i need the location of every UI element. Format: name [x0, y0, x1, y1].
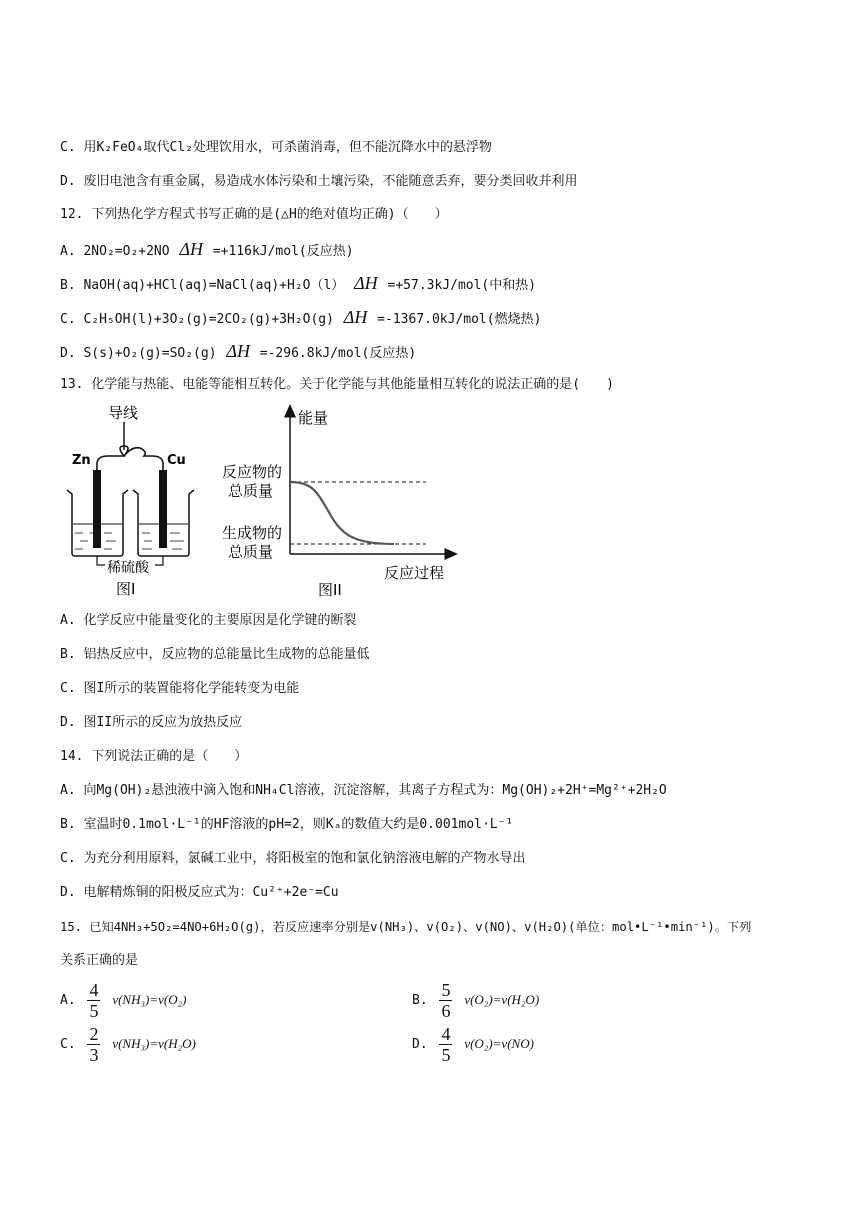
delta-h-symbol: ΔH — [179, 239, 203, 259]
equation: D. S(s)+O₂(g)=SO₂(g) — [60, 346, 217, 361]
q12-option-d — [60, 342, 416, 363]
q13-option-d: D. 图II所示的反应为放热反应 — [60, 715, 243, 730]
enthalpy-value: =+116kJ/mol(反应热) — [212, 244, 354, 259]
figure-2-caption: 图II — [318, 581, 342, 599]
copper-electrode-label: Cu — [167, 453, 186, 468]
q14-option-c: C. 为充分利用原料，氯碱工业中，将阳极室的饱和氯化钠溶液电解的产物水导出 — [60, 851, 526, 866]
figure-1-galvanic-cell — [60, 398, 220, 608]
energy-curve — [290, 482, 394, 544]
zinc-electrode — [93, 470, 101, 548]
denominator: 3 — [89, 1045, 99, 1065]
rate-expression: v(O₂)=v(NO) — [464, 1036, 534, 1051]
equation: C. C₂H₅OH(l)+3O₂(g)=2CO₂(g)+3H₂O(g) — [60, 312, 334, 327]
q14-option-a: A. 向Mg(OH)₂悬浊液中滴入饱和NH₄Cl溶液，沉淀溶解，其离子方程式为：Mg(OH)₂+2H⁺=Mg²⁺+2H₂O — [60, 783, 667, 798]
q12-option-c — [60, 308, 541, 329]
q15-stem: 15. 已知4NH₃+5O₂=4NO+6H₂O(g)，若反应速率分别是v(NH₃)、v(O₂)、v(NO)、v(H₂O)(单位：mol•L⁻¹•min⁻¹)。下列 — [60, 920, 752, 934]
fraction — [87, 1024, 100, 1065]
reactant-label: 总质量 — [228, 482, 274, 500]
rate-expression: v(O₂)=v(H₂O) — [464, 992, 540, 1007]
fraction — [439, 980, 452, 1021]
solution-label: 稀硫酸 — [107, 560, 149, 576]
q13-option-b: B. 铝热反应中，反应物的总能量比生成物的总能量低 — [60, 647, 370, 662]
option-letter: A. — [60, 993, 76, 1008]
numerator: 2 — [89, 1024, 99, 1044]
rate-expression: v(NH₃)=v(H₂O) — [112, 1036, 196, 1051]
figure-2-energy-diagram — [218, 398, 458, 604]
denominator: 6 — [441, 1001, 451, 1021]
reactant-label: 反应物的 — [222, 463, 283, 481]
enthalpy-value: =-1367.0kJ/mol(燃烧热) — [377, 312, 542, 327]
denominator: 5 — [441, 1045, 451, 1065]
q11-option-c: C. 用K₂FeO₄取代Cl₂处理饮用水，可杀菌消毒，但不能沉降水中的悬浮物 — [60, 140, 492, 155]
equation: A. 2NO₂=O₂+2NO — [60, 244, 170, 259]
wire-label: 导线 — [108, 404, 139, 422]
q15-option-d — [412, 1024, 534, 1065]
fraction — [439, 1024, 452, 1065]
q14-option-d: D. 电解精炼铜的阳极反应式为：Cu²⁺+2e⁻=Cu — [60, 885, 339, 900]
q14-stem: 14. 下列说法正确的是（ ） — [60, 749, 248, 764]
option-letter: D. — [412, 1037, 428, 1052]
q11-option-d: D. 废旧电池含有重金属，易造成水体污染和土壤污染，不能随意丢弃，要分类回收并利用 — [60, 174, 578, 189]
enthalpy-value: =+57.3kJ/mol(中和热) — [387, 278, 537, 293]
q15-stem-continued: 关系正确的是 — [60, 953, 139, 968]
enthalpy-value: =-296.8kJ/mol(反应热) — [259, 346, 417, 361]
option-letter: B. — [412, 993, 428, 1008]
numerator: 4 — [89, 980, 99, 1000]
q15-option-b — [412, 980, 539, 1021]
figure-1-caption: 图I — [116, 580, 136, 598]
delta-h-symbol: ΔH — [343, 307, 368, 327]
wire — [97, 446, 163, 488]
product-label: 生成物的 — [222, 524, 283, 542]
x-axis-label: 反应过程 — [384, 564, 445, 582]
q13-option-a: A. 化学反应中能量变化的主要原因是化学键的断裂 — [60, 613, 357, 628]
q12-option-b — [60, 274, 536, 295]
delta-h-symbol: ΔH — [354, 273, 378, 293]
q12-stem: 12. 下列热化学方程式书写正确的是(△H的绝对值均正确)（ ） — [60, 207, 448, 222]
product-label: 总质量 — [228, 543, 274, 561]
numerator: 4 — [441, 1024, 451, 1044]
q15-option-c — [60, 1024, 196, 1065]
q14-option-b: B. 室温时0.1mol·L⁻¹的HF溶液的pH=2，则Kₐ的数值大约是0.001mol·L⁻¹ — [60, 817, 514, 832]
denominator: 5 — [89, 1001, 99, 1021]
option-letter: C. — [60, 1037, 76, 1052]
q15-option-a — [60, 980, 186, 1021]
q13-stem: 13. 化学能与热能、电能等能相互转化。关于化学能与其他能量相互转化的说法正确的是( ) — [60, 377, 614, 392]
zinc-electrode-label: Zn — [72, 453, 91, 468]
delta-h-symbol: ΔH — [226, 341, 250, 361]
q13-option-c: C. 图I所示的装置能将化学能转变为电能 — [60, 681, 300, 696]
rate-expression: v(NH₃)=v(O₂) — [112, 992, 187, 1007]
y-axis-label: 能量 — [298, 409, 329, 427]
fraction — [87, 980, 100, 1021]
copper-electrode — [159, 470, 167, 548]
q12-option-a — [60, 240, 354, 261]
equation: B. NaOH(aq)+HCl(aq)=NaCl(aq)+H₂O（l） — [60, 278, 345, 293]
numerator: 5 — [441, 980, 451, 1000]
